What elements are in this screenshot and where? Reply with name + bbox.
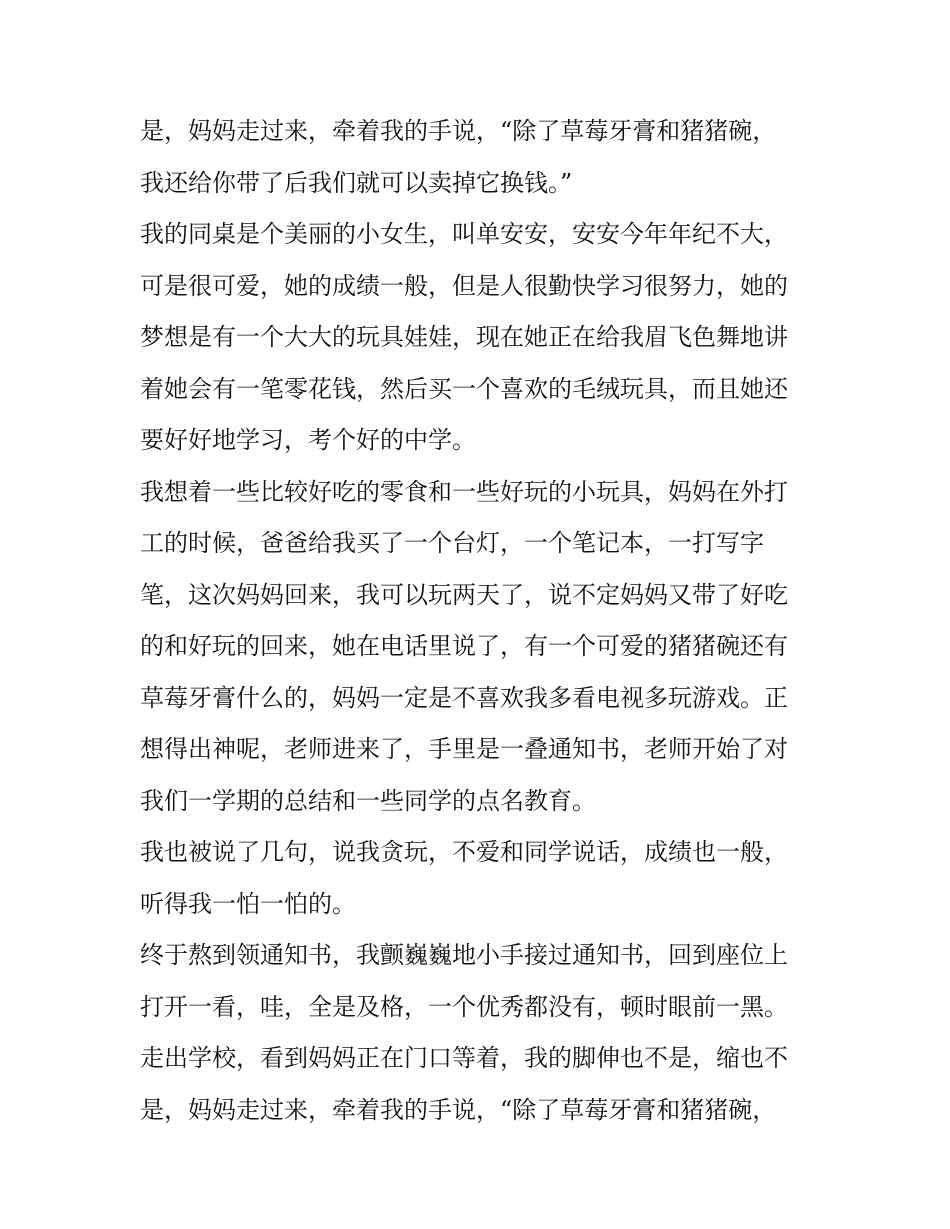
text-line: 我们一学期的总结和一些同学的点名教育。 xyxy=(140,786,596,815)
text-line: 我的同桌是个美丽的小女生，叫单安安，安安今年年纪不大， xyxy=(140,220,788,248)
text-line: 笔，这次妈妈回来，我可以玩两天了，说不定妈妈又带了好吃 xyxy=(140,580,788,609)
text-line: 梦想是有一个大大的玩具娃娃，现在她正在给我眉飞色舞地讲 xyxy=(140,323,788,351)
text-line: 要好好地学习，考个好的中学。 xyxy=(140,426,476,454)
text-line: 我也被说了几句，说我贪玩，不爱和同学说话，成绩也一般， xyxy=(140,838,788,866)
text-line: 我还给你带了后我们就可以卖掉它换钱。” xyxy=(140,168,573,197)
text-line: 我想着一些比较好吃的零食和一些好玩的小玩具，妈妈在外打 xyxy=(140,477,788,506)
text-line: 工的时候，爸爸给我买了一个台灯，一个笔记本，一打写字 xyxy=(140,529,764,557)
text-line: 想得出神呢，老师进来了，手里是一叠通知书，老师开始了对 xyxy=(140,735,788,763)
text-line: 走出学校，看到妈妈正在门口等着，我的脚伸也不是，缩也不 xyxy=(140,1044,788,1072)
text-line: 着她会有一笔零花钱，然后买一个喜欢的毛绒玩具，而且她还 xyxy=(140,374,788,403)
text-line: 打开一看，哇，全是及格，一个优秀都没有，顿时眼前一黑。 xyxy=(140,992,788,1021)
text-line: 的和好玩的回来，她在电话里说了，有一个可爱的猪猪碗还有 xyxy=(140,632,788,660)
text-line: 草莓牙膏什么的，妈妈一定是不喜欢我多看电视多玩游戏。正 xyxy=(140,683,788,712)
text-line: 是，妈妈走过来，牵着我的手说，“除了草莓牙膏和猪猪碗， xyxy=(140,1095,777,1124)
text-line: 听得我一怕一怕的。 xyxy=(140,889,356,918)
essay-text xyxy=(140,106,820,1136)
text-line: 是，妈妈走过来，牵着我的手说，“除了草莓牙膏和猪猪碗， xyxy=(140,117,777,145)
text-line: 可是很可爱，她的成绩一般，但是人很勤快学习很努力，她的 xyxy=(140,271,788,300)
text-line: 终于熬到领通知书，我颤巍巍地小手接过通知书，回到座位上 xyxy=(140,941,788,969)
